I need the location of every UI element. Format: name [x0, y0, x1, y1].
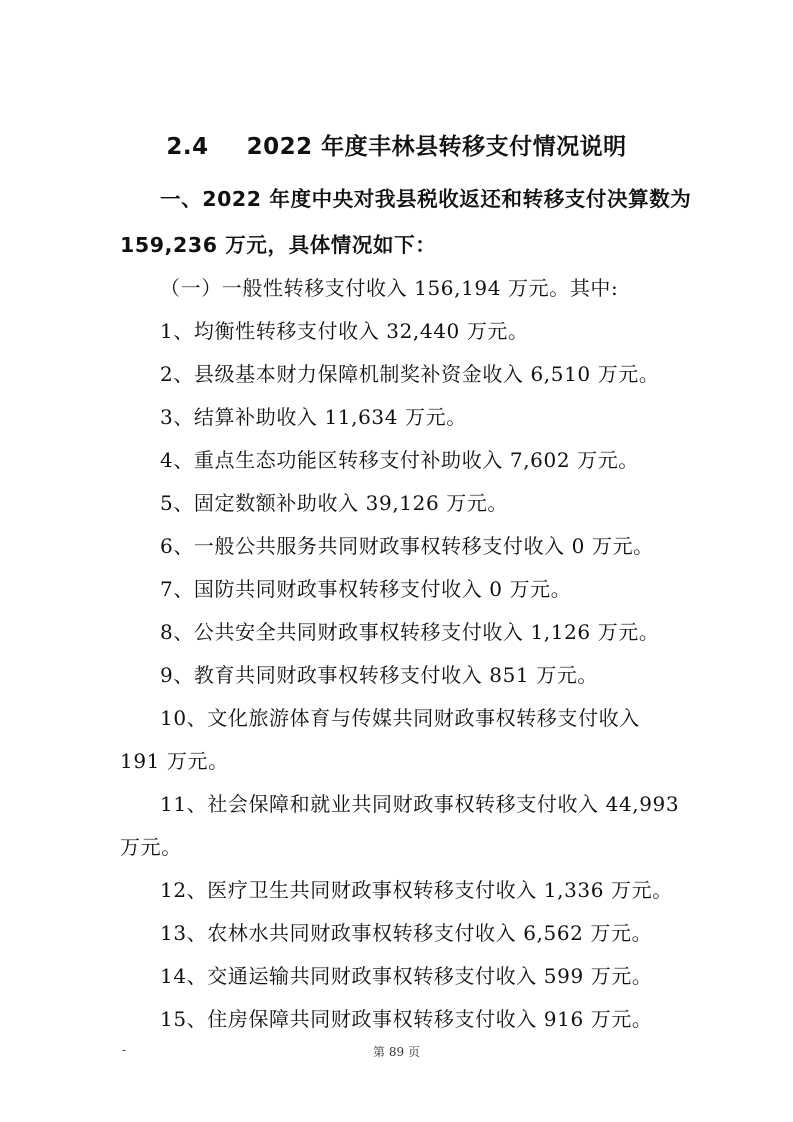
- list-item: 4、重点生态功能区转移支付补助收入 7,602 万元。: [160, 448, 639, 472]
- list-item-11-line-1: 11、社会保障和就业共同财政事权转移支付收入 44,993: [160, 792, 680, 816]
- list-item: 7、国防共同财政事权转移支付收入 0 万元。: [160, 577, 572, 601]
- footer-dash: -: [122, 1043, 127, 1057]
- list-item: 2、县级基本财力保障机制奖补资金收入 6,510 万元。: [160, 362, 660, 386]
- list-item: 9、教育共同财政事权转移支付收入 851 万元。: [160, 663, 599, 687]
- document-title: [0, 128, 793, 161]
- list-item-10-line-2: 191 万元。: [120, 749, 229, 773]
- list-item-11-line-2: 万元。: [120, 835, 182, 859]
- list-item: 15、住房保障共同财政事权转移支付收入 916 万元。: [160, 1007, 653, 1031]
- list-item: 14、交通运输共同财政事权转移支付收入 599 万元。: [160, 964, 653, 988]
- list-item: 8、公共安全共同财政事权转移支付收入 1,126 万元。: [160, 620, 660, 644]
- list-item: 1、均衡性转移支付收入 32,440 万元。: [160, 319, 529, 343]
- section-heading: （一）一般性转移支付收入 156,194 万元。其中:: [160, 276, 619, 300]
- title-text: 2022 年度丰林县转移支付情况说明: [246, 134, 627, 160]
- list-item: 13、农林水共同财政事权转移支付收入 6,562 万元。: [160, 921, 653, 945]
- page-number: 第 89 页: [373, 1045, 420, 1059]
- list-item: 6、一般公共服务共同财政事权转移支付收入 0 万元。: [160, 534, 654, 558]
- list-item: 12、医疗卫生共同财政事权转移支付收入 1,336 万元。: [160, 878, 673, 902]
- intro-line-1: 一、2022 年度中央对我县税收返还和转移支付决算数为: [160, 187, 692, 211]
- section-number: 2.4: [166, 134, 209, 160]
- intro-line-2: 159,236 万元，具体情况如下：: [120, 233, 437, 257]
- list-item-10-line-1: 10、文化旅游体育与传媒共同财政事权转移支付收入: [160, 706, 640, 730]
- list-item: 5、固定数额补助收入 39,126 万元。: [160, 491, 509, 515]
- list-item: 3、结算补助收入 11,634 万元。: [160, 405, 467, 429]
